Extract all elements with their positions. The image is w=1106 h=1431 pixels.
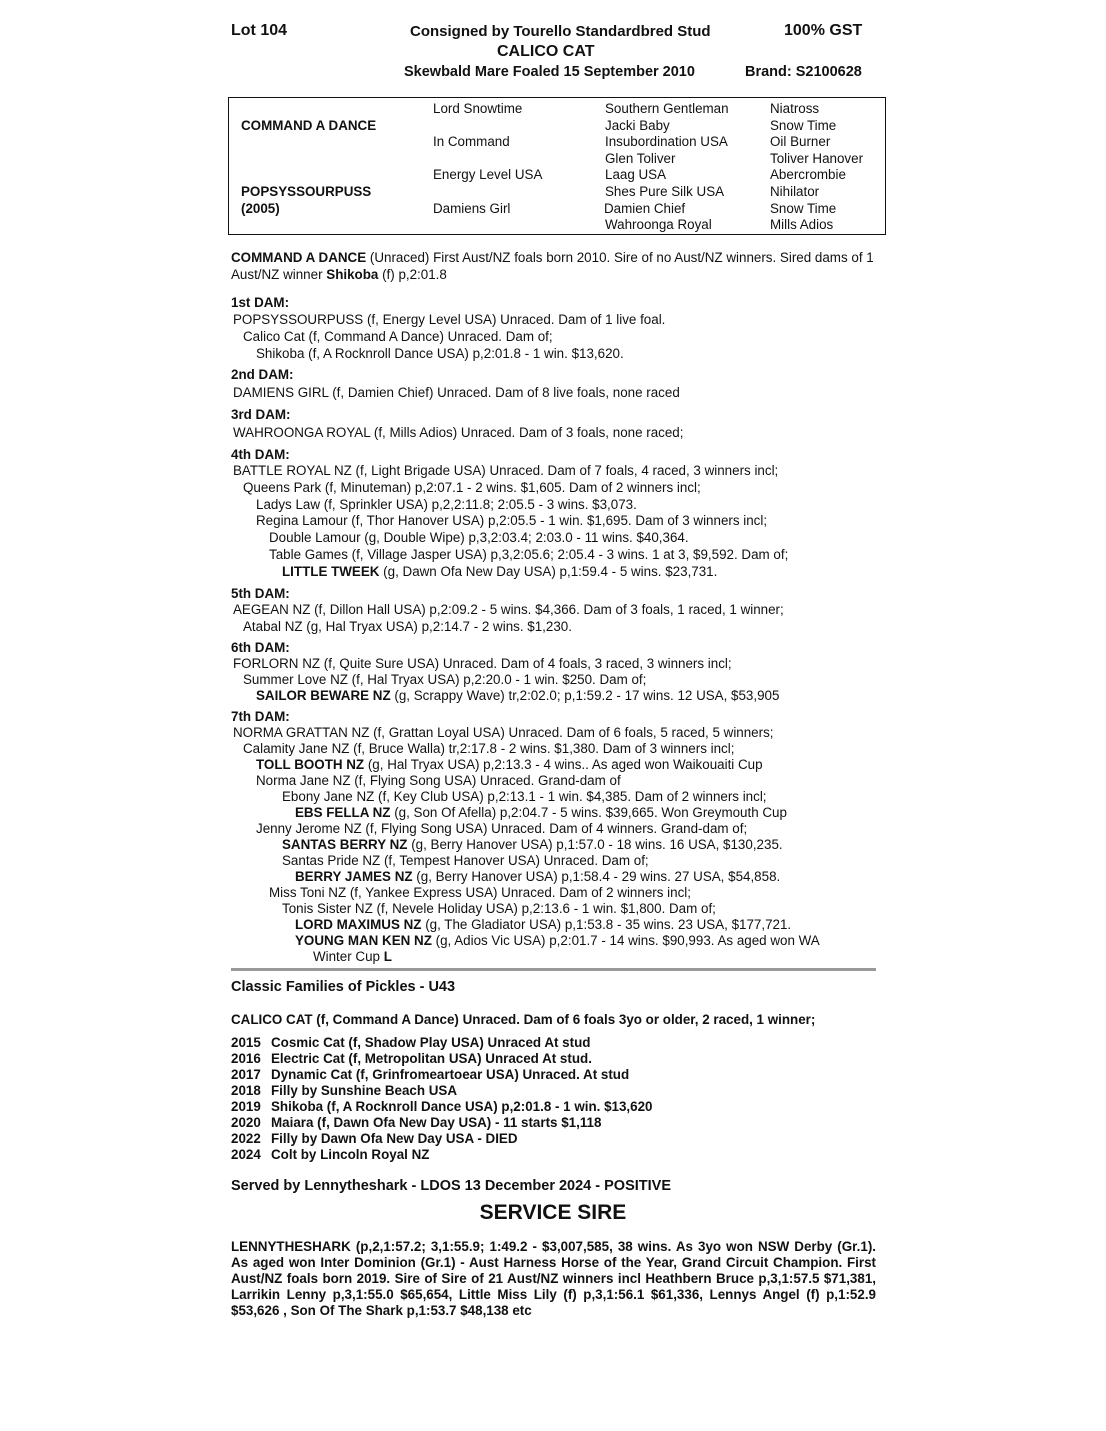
dam-line: POPSYSSOURPUSS (f, Energy Level USA) Unraced. Dam of 1 live foal. bbox=[233, 312, 666, 327]
winner-detail: Winter Cup bbox=[313, 949, 384, 964]
sire-summary-name: COMMAND A DANCE bbox=[231, 250, 367, 265]
dam-line: Table Games (f, Village Jasper USA) p,3,2:05.6; 2:05.4 - 3 wins. 1 at 3, $9,592. Dam of; bbox=[269, 547, 789, 562]
pedigree-gen3: Jacki Baby bbox=[605, 118, 670, 133]
served-status: Served by Lennytheshark - LDOS 13 December 2024 - POSITIVE bbox=[231, 1178, 672, 1194]
dam-line: NORMA GRATTAN NZ (f, Grattan Loyal USA) Unraced. Dam of 6 foals, 5 raced, 5 winners; bbox=[233, 725, 774, 740]
pedigree-gen3: Laag USA bbox=[605, 167, 667, 182]
pedigree-dam-year: (2005) bbox=[241, 201, 280, 216]
dam-line: FORLORN NZ (f, Quite Sure USA) Unraced. Dam of 4 foals, 3 raced, 3 winners incl; bbox=[233, 656, 732, 671]
horse-description: Skewbald Mare Foaled 15 September 2010 bbox=[404, 64, 695, 80]
dam-line bbox=[282, 564, 717, 579]
produce-item bbox=[231, 1083, 457, 1098]
dam-line: Double Lamour (g, Double Wipe) p,3,2:03.4; 2:03.0 - 11 wins. $40,364. bbox=[269, 530, 689, 545]
dam-line bbox=[295, 869, 780, 884]
dam-line: Calico Cat (f, Command A Dance) Unraced. Dam of; bbox=[243, 329, 553, 344]
pedigree-gen2: In Command bbox=[433, 134, 510, 149]
pedigree-gen3: Insubordination USA bbox=[605, 134, 728, 149]
winner-name: LORD MAXIMUS NZ bbox=[295, 917, 422, 932]
produce-item bbox=[231, 1035, 590, 1050]
dam-line: Queens Park (f, Minuteman) p,2:07.1 - 2 wins. $1,605. Dam of 2 winners incl; bbox=[243, 480, 701, 495]
pedigree-gen4: Nihilator bbox=[770, 184, 820, 199]
family-heading: Classic Families of Pickles - U43 bbox=[231, 979, 456, 995]
lot-number: Lot 104 bbox=[231, 22, 288, 39]
produce-item bbox=[231, 1131, 518, 1146]
sire-summary bbox=[231, 249, 876, 283]
produce-year: 2018 bbox=[231, 1083, 261, 1098]
winner-name: BERRY JAMES NZ bbox=[295, 869, 413, 884]
pedigree-gen2: Damiens Girl bbox=[433, 201, 511, 216]
dam-label: 6th DAM: bbox=[231, 640, 290, 655]
sire-summary-text-end: (f) p,2:01.8 bbox=[378, 267, 447, 282]
pedigree-gen3: Damien Chief bbox=[604, 201, 686, 216]
sire-summary-winner: Shikoba bbox=[326, 267, 379, 282]
dam-line bbox=[282, 837, 783, 852]
winner-detail: (g, Dawn Ofa New Day USA) p,1:59.4 - 5 wins. $23,731. bbox=[379, 564, 718, 579]
pedigree-gen3: Shes Pure Silk USA bbox=[605, 184, 725, 199]
produce-item bbox=[231, 1147, 429, 1162]
service-sire-heading bbox=[0, 1201, 1106, 1225]
dam-line: WAHROONGA ROYAL (f, Mills Adios) Unraced. Dam of 3 foals, none raced; bbox=[233, 425, 684, 440]
produce-summary: CALICO CAT (f, Command A Dance) Unraced. Dam of 6 foals 3yo or older, 2 raced, 1 winner; bbox=[231, 1012, 816, 1027]
dam-line bbox=[295, 917, 791, 932]
produce-text: Dynamic Cat (f, Grinfromeartoear USA) Unraced. At stud bbox=[271, 1067, 630, 1082]
winner-detail: (g, Son Of Afella) p,2:04.7 - 5 wins. $39,665. Won Greymouth Cup bbox=[390, 805, 787, 820]
pedigree-gen4: Mills Adios bbox=[770, 217, 834, 232]
winner-name: TOLL BOOTH NZ bbox=[256, 757, 365, 772]
dam-label: 7th DAM: bbox=[231, 709, 290, 724]
winner-detail: (g, The Gladiator USA) p,1:53.8 - 35 wins. 23 USA, $177,721. bbox=[421, 917, 792, 932]
dam-label: 4th DAM: bbox=[231, 447, 290, 462]
pedigree-gen3: Southern Gentleman bbox=[605, 101, 729, 116]
produce-text: Filly by Sunshine Beach USA bbox=[271, 1083, 458, 1098]
brand: Brand: S2100628 bbox=[745, 64, 862, 80]
dam-line bbox=[295, 933, 820, 948]
dam-line: AEGEAN NZ (f, Dillon Hall USA) p,2:09.2 - 5 wins. $4,366. Dam of 3 foals, 1 raced, 1 winner; bbox=[233, 602, 784, 617]
gst-status: 100% GST bbox=[784, 22, 863, 39]
dam-line: BATTLE ROYAL NZ (f, Light Brigade USA) Unraced. Dam of 7 foals, 4 raced, 3 winners incl; bbox=[233, 463, 779, 478]
dam-line bbox=[256, 757, 763, 772]
winner-name: SANTAS BERRY NZ bbox=[282, 837, 408, 852]
produce-year: 2017 bbox=[231, 1067, 261, 1082]
produce-text: Colt by Lincoln Royal NZ bbox=[271, 1147, 430, 1162]
pedigree-gen4: Niatross bbox=[770, 101, 820, 116]
produce-item bbox=[231, 1115, 601, 1130]
dam-line: Summer Love NZ (f, Hal Tryax USA) p,2:20.0 - 1 win. $250. Dam of; bbox=[243, 672, 647, 687]
dam-line bbox=[313, 949, 392, 964]
produce-year: 2016 bbox=[231, 1051, 261, 1066]
produce-text: Shikoba (f, A Rocknroll Dance USA) p,2:01.8 - 1 win. $13,620 bbox=[271, 1099, 653, 1114]
dam-line: Shikoba (f, A Rocknroll Dance USA) p,2:01.8 - 1 win. $13,620. bbox=[256, 346, 624, 361]
winner-name: LITTLE TWEEK bbox=[282, 564, 380, 579]
winner-detail: (g, Berry Hanover USA) p,1:58.4 - 29 wins. 27 USA, $54,858. bbox=[412, 869, 781, 884]
dam-line: Tonis Sister NZ (f, Nevele Holiday USA) p,2:13.6 - 1 win. $1,800. Dam of; bbox=[282, 901, 716, 916]
pedigree-sire: COMMAND A DANCE bbox=[241, 118, 377, 133]
pedigree-gen4: Abercrombie bbox=[770, 167, 846, 182]
dam-line: Ebony Jane NZ (f, Key Club USA) p,2:13.1 - 1 win. $4,385. Dam of 2 winners incl; bbox=[282, 789, 767, 804]
pedigree-gen2: Lord Snowtime bbox=[433, 101, 523, 116]
produce-item bbox=[231, 1067, 629, 1082]
produce-text: Cosmic Cat (f, Shadow Play USA) Unraced At stud bbox=[271, 1035, 591, 1050]
winner-detail: (g, Adios Vic USA) p,2:01.7 - 14 wins. $90,993. As aged won WA bbox=[431, 933, 820, 948]
winner-name: L bbox=[383, 949, 392, 964]
winner-name: YOUNG MAN KEN NZ bbox=[295, 933, 432, 948]
pedigree-gen3: Glen Toliver bbox=[605, 151, 676, 166]
pedigree-gen4: Toliver Hanover bbox=[770, 151, 864, 166]
produce-year: 2024 bbox=[231, 1147, 261, 1162]
pedigree-gen3: Wahroonga Royal bbox=[605, 217, 712, 232]
section-divider bbox=[231, 968, 876, 971]
dam-line: Santas Pride NZ (f, Tempest Hanover USA) Unraced. Dam of; bbox=[282, 853, 649, 868]
dam-line bbox=[256, 688, 779, 703]
produce-text: Maiara (f, Dawn Ofa New Day USA) - 11 starts $1,118 bbox=[271, 1115, 602, 1130]
dam-label: 3rd DAM: bbox=[231, 407, 291, 422]
dam-line: DAMIENS GIRL (f, Damien Chief) Unraced. Dam of 8 live foals, none raced bbox=[233, 385, 680, 400]
produce-year: 2022 bbox=[231, 1131, 261, 1146]
produce-text: Electric Cat (f, Metropolitan USA) Unraced At stud. bbox=[271, 1051, 592, 1066]
pedigree-gen4: Snow Time bbox=[770, 118, 837, 133]
dam-line: Jenny Jerome NZ (f, Flying Song USA) Unraced. Dam of 4 winners. Grand-dam of; bbox=[256, 821, 748, 836]
pedigree-table bbox=[228, 97, 886, 235]
winner-name: EBS FELLA NZ bbox=[295, 805, 391, 820]
produce-year: 2019 bbox=[231, 1099, 261, 1114]
sire-summary-text: (Unraced) First Aust/NZ foals born 2010. Sire of no Aust/NZ winners. Sired dams of 1 Aust/NZ winner bbox=[231, 250, 874, 282]
dam-line bbox=[295, 805, 787, 820]
produce-text: Filly by Dawn Ofa New Day USA - DIED bbox=[271, 1131, 518, 1146]
service-sire-title: SERVICE SIRE bbox=[479, 1201, 627, 1224]
dam-label: 5th DAM: bbox=[231, 586, 290, 601]
dam-line: Regina Lamour (f, Thor Hanover USA) p,2:05.5 - 1 win. $1,695. Dam of 3 winners incl; bbox=[256, 513, 768, 528]
pedigree-gen2: Energy Level USA bbox=[433, 167, 543, 182]
dam-label: 2nd DAM: bbox=[231, 367, 294, 382]
produce-item bbox=[231, 1051, 592, 1066]
produce-year: 2020 bbox=[231, 1115, 261, 1130]
pedigree-gen4: Oil Burner bbox=[770, 134, 831, 149]
produce-year: 2015 bbox=[231, 1035, 261, 1050]
dam-line: Atabal NZ (g, Hal Tryax USA) p,2:14.7 - 2 wins. $1,230. bbox=[243, 619, 572, 634]
winner-detail: (g, Berry Hanover USA) p,1:57.0 - 18 wins. 16 USA, $130,235. bbox=[407, 837, 783, 852]
horse-name: CALICO CAT bbox=[497, 43, 595, 60]
produce-item bbox=[231, 1099, 653, 1114]
winner-detail: (g, Hal Tryax USA) p,2:13.3 - 4 wins.. As aged won Waikouaiti Cup bbox=[364, 757, 763, 772]
dam-line: Calamity Jane NZ (f, Bruce Walla) tr,2:17.8 - 2 wins. $1,380. Dam of 3 winners incl; bbox=[243, 741, 735, 756]
dam-line: Miss Toni NZ (f, Yankee Express USA) Unraced. Dam of 2 winners incl; bbox=[269, 885, 691, 900]
service-sire-text: LENNYTHESHARK (p,2,1:57.2; 3,1:55.9; 1:49.2 - $3,007,585, 38 wins. As 3yo won NSW Derby (Gr.1). As aged won Inter Dominion (Gr.1) - Aust Harness Horse of the Year, Grand Circuit Champion. First Aust/NZ foals born 2019. Sire of Sire of 21 Aust/NZ winners incl Heathbern Bruce p,3,1:57.5 $71,381, Larrikin Lenny p,3,1:55.0 $65,654, Little Miss Lily (f) p,3,1:56.1 $61,336, Lennys Angel (f) p,1:52.9 $53,626 , Son Of The Shark p,1:53.7 $48,138 etc bbox=[231, 1239, 876, 1318]
pedigree-gen4: Snow Time bbox=[770, 201, 837, 216]
pedigree-dam: POPSYSSOURPUSS bbox=[241, 184, 372, 199]
winner-name: SAILOR BEWARE NZ bbox=[256, 688, 391, 703]
consignor: Consigned by Tourello Standardbred Stud bbox=[410, 23, 711, 40]
dam-label: 1st DAM: bbox=[231, 295, 290, 310]
winner-detail: (g, Scrappy Wave) tr,2:02.0; p,1:59.2 - 17 wins. 12 USA, $53,905 bbox=[390, 688, 780, 703]
dam-line: Norma Jane NZ (f, Flying Song USA) Unraced. Grand-dam of bbox=[256, 773, 621, 788]
dam-line: Ladys Law (f, Sprinkler USA) p,2,2:11.8; 2:05.5 - 3 wins. $3,073. bbox=[256, 497, 637, 512]
